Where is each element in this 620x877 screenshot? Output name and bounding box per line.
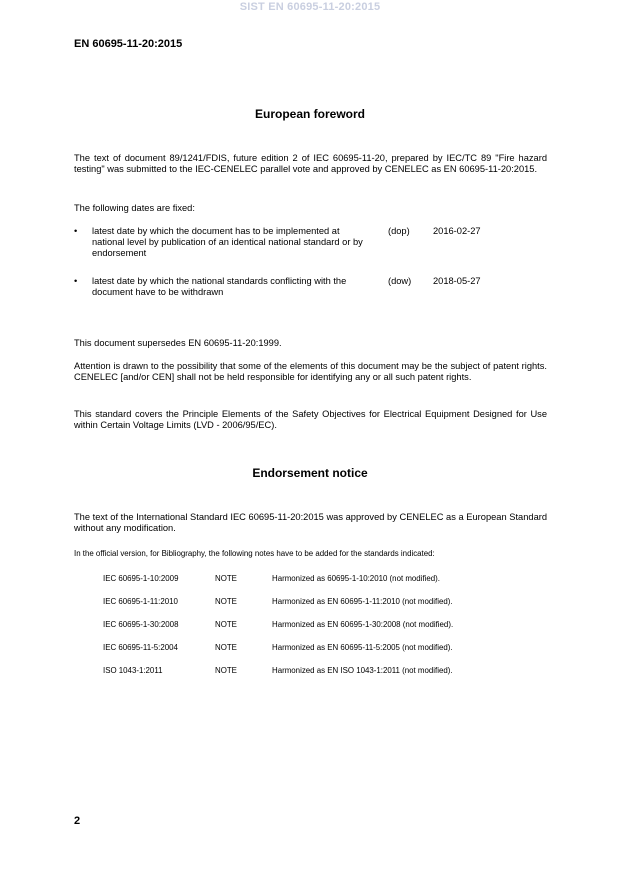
note-text: Harmonized as EN 60695-11-5:2005 (not modified). [272,643,453,652]
note-standard: IEC 60695-1-11:2010 [103,597,178,606]
endorsement-title: Endorsement notice [252,466,368,480]
note-standard: IEC 60695-1-10:2009 [103,574,179,583]
bibliography-intro: In the official version, for Bibliography, the following notes have to be added for the standards indicated: [74,549,435,558]
date-item-text: latest date by which the national standards conflicting with the document have to be withdrawn [92,276,347,298]
coverage-paragraph: This standard covers the Principle Elements of the Safety Objectives for Electrical Equipment Designed for Use within Certain Voltage Limits (LVD - 2006/95/EC). [74,409,547,431]
foreword-intro-paragraph: The text of document 89/1241/FDIS, future edition 2 of IEC 60695-11-20, prepared by IEC/TC 89 "Fire hazard testing" was submitted to the IEC-CENELEC parallel vote and approved by CENELEC as EN 60695-11-20:2015. [74,153,547,175]
date-item-code: (dop) [388,226,410,236]
note-standard: ISO 1043-1:2011 [103,666,163,675]
date-item-code: (dow) [388,276,412,286]
date-item-dow [74,276,547,300]
note-label: NOTE [215,574,237,583]
date-item-text: latest date by which the document has to be implemented at national level by publication of an identical national standard or by endorsement [92,226,363,259]
bullet-icon: • [74,226,78,236]
document-id-header: EN 60695-11-20:2015 [74,38,183,50]
date-item-dop [74,226,547,262]
date-item-date: 2018-05-27 [433,276,481,286]
patent-attention-paragraph: Attention is drawn to the possibility that some of the elements of this document may be the subject of patent rights. CENELEC [and/or CEN] shall not be held responsible for identifying any or all such patent rights. [74,361,547,383]
note-label: NOTE [215,620,237,629]
note-standard: IEC 60695-1-30:2008 [103,620,179,629]
foreword-title: European foreword [254,107,365,121]
supersedes-paragraph: This document supersedes EN 60695-11-20:1999. [74,338,282,348]
note-text: Harmonized as EN ISO 1043-1:2011 (not modified). [272,666,453,675]
date-item-date: 2016-02-27 [433,226,481,236]
note-text: Harmonized as 60695-1-10:2010 (not modified). [272,574,440,583]
note-label: NOTE [215,666,237,675]
note-label: NOTE [215,643,237,652]
note-standard: IEC 60695-11-5:2004 [103,643,178,652]
note-label: NOTE [215,597,237,606]
note-text: Harmonized as EN 60695-1-30:2008 (not modified). [272,620,454,629]
note-text: Harmonized as EN 60695-1-11:2010 (not modified). [272,597,453,606]
watermark: SIST EN 60695-11-20:2015 [239,1,381,13]
dates-intro-paragraph: The following dates are fixed: [74,203,195,213]
bullet-icon: • [74,276,78,286]
page-number: 2 [74,815,81,827]
endorsement-paragraph: The text of the International Standard IEC 60695-11-20:2015 was approved by CENELEC as a European Standard without any modification. [74,512,547,534]
